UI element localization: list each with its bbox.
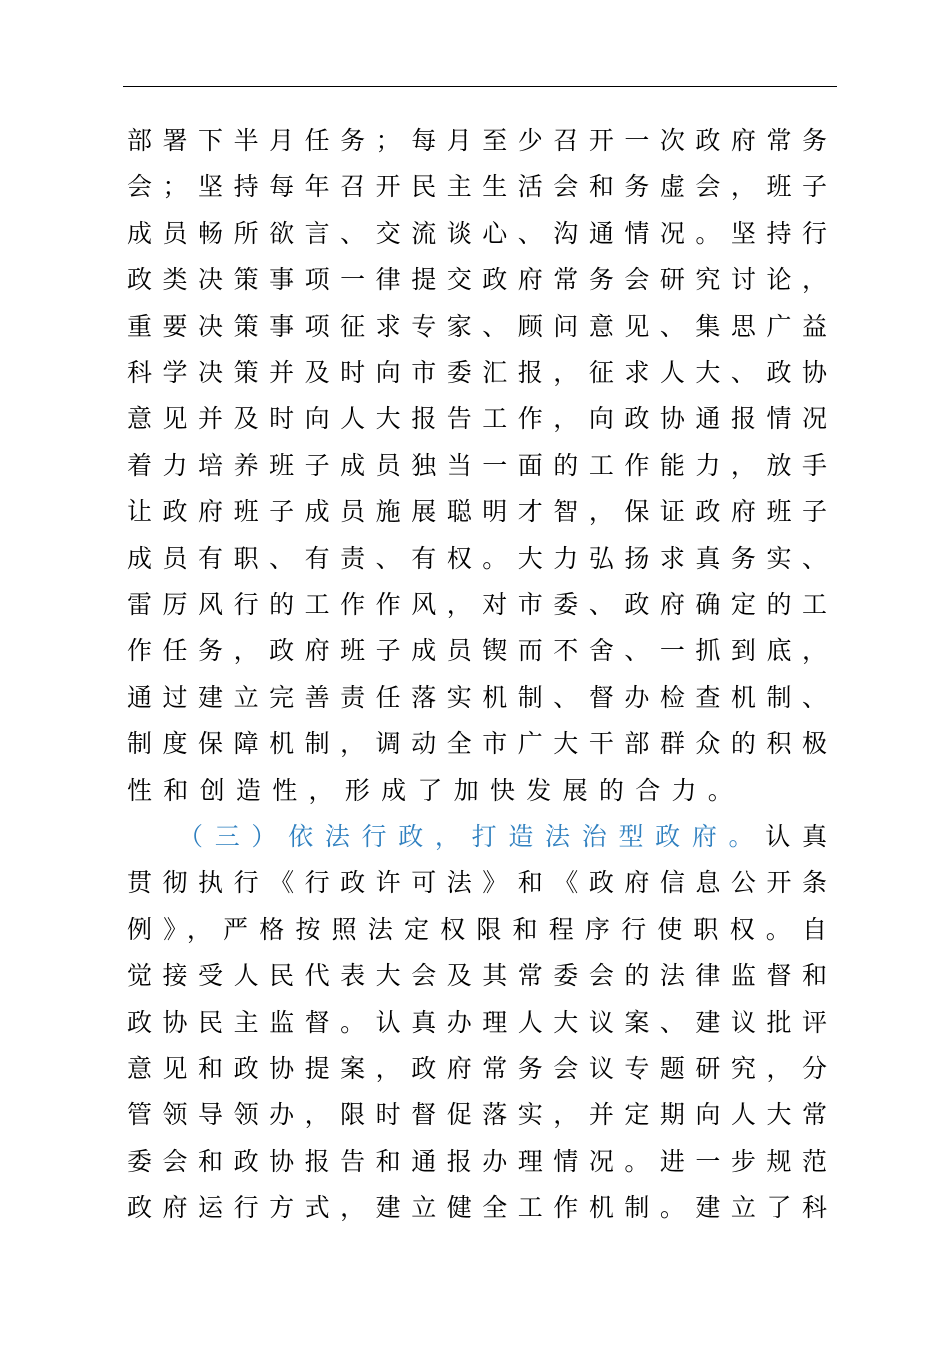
section-line-5: 意见和政协提案，政府常务会议专题研究，分 xyxy=(127,1054,827,1083)
body-line-11: 雷厉风行的工作作风，对市委、政府确定的工 xyxy=(127,590,827,619)
body-line-15: 性和创造性，形成了加快发展的合力。 xyxy=(127,775,745,805)
section-line-7: 委会和政协报告和通报办理情况。进一步规范 xyxy=(127,1146,827,1176)
section-line-3: 觉接受人民代表大会及其常委会的法律监督和 xyxy=(127,961,827,991)
header-rule xyxy=(123,86,837,87)
body-line-7: 意见并及时向人大报告工作，向政协通报情况 xyxy=(127,404,827,434)
section-heading-tail: 认真 xyxy=(765,822,827,851)
body-line-2: 会；坚持每年召开民主生活会和务虚会，班子 xyxy=(127,172,827,202)
body-line-10: 成员有职、有责、有权。大力弘扬求真务实、 xyxy=(127,543,827,573)
section-heading-line xyxy=(178,814,827,860)
section-line-4: 政协民主监督。认真办理人大议案、建议批评 xyxy=(127,1007,827,1037)
section-line-2: 例》，严格按照法定权限和程序行使职权。自 xyxy=(127,914,827,944)
body-line-5: 重要决策事项征求专家、顾问意见、集思广益 xyxy=(127,311,827,341)
section-line-1: 贯彻执行《行政许可法》和《政府信息公开条 xyxy=(127,868,827,898)
body-line-9: 让政府班子成员施展聪明才智，保证政府班子 xyxy=(127,497,827,527)
section-line-6: 管领导领办，限时督促落实，并定期向人大常 xyxy=(127,1100,827,1130)
section-line-8: 政府运行方式，建立健全工作机制。建立了科 xyxy=(127,1193,827,1223)
body-line-3: 成员畅所欲言、交流谈心、沟通情况。坚持行 xyxy=(127,218,827,248)
body-line-13: 通过建立完善责任落实机制、督办检查机制、 xyxy=(127,682,827,712)
body-line-1: 部署下半月任务；每月至少召开一次政府常务 xyxy=(127,126,827,155)
body-line-4: 政类决策事项一律提交政府常务会研究讨论， xyxy=(127,265,827,295)
body-line-8: 着力培养班子成员独当一面的工作能力，放手 xyxy=(127,450,827,480)
body-line-6: 科学决策并及时向市委汇报，征求人大、政协 xyxy=(127,358,827,387)
body-line-12: 作任务，政府班子成员锲而不舍、一抓到底， xyxy=(127,636,827,666)
body-line-14: 制度保障机制，调动全市广大干部群众的积极 xyxy=(127,729,827,759)
section-heading: （三）依法行政，打造法治型政府。 xyxy=(178,822,766,851)
